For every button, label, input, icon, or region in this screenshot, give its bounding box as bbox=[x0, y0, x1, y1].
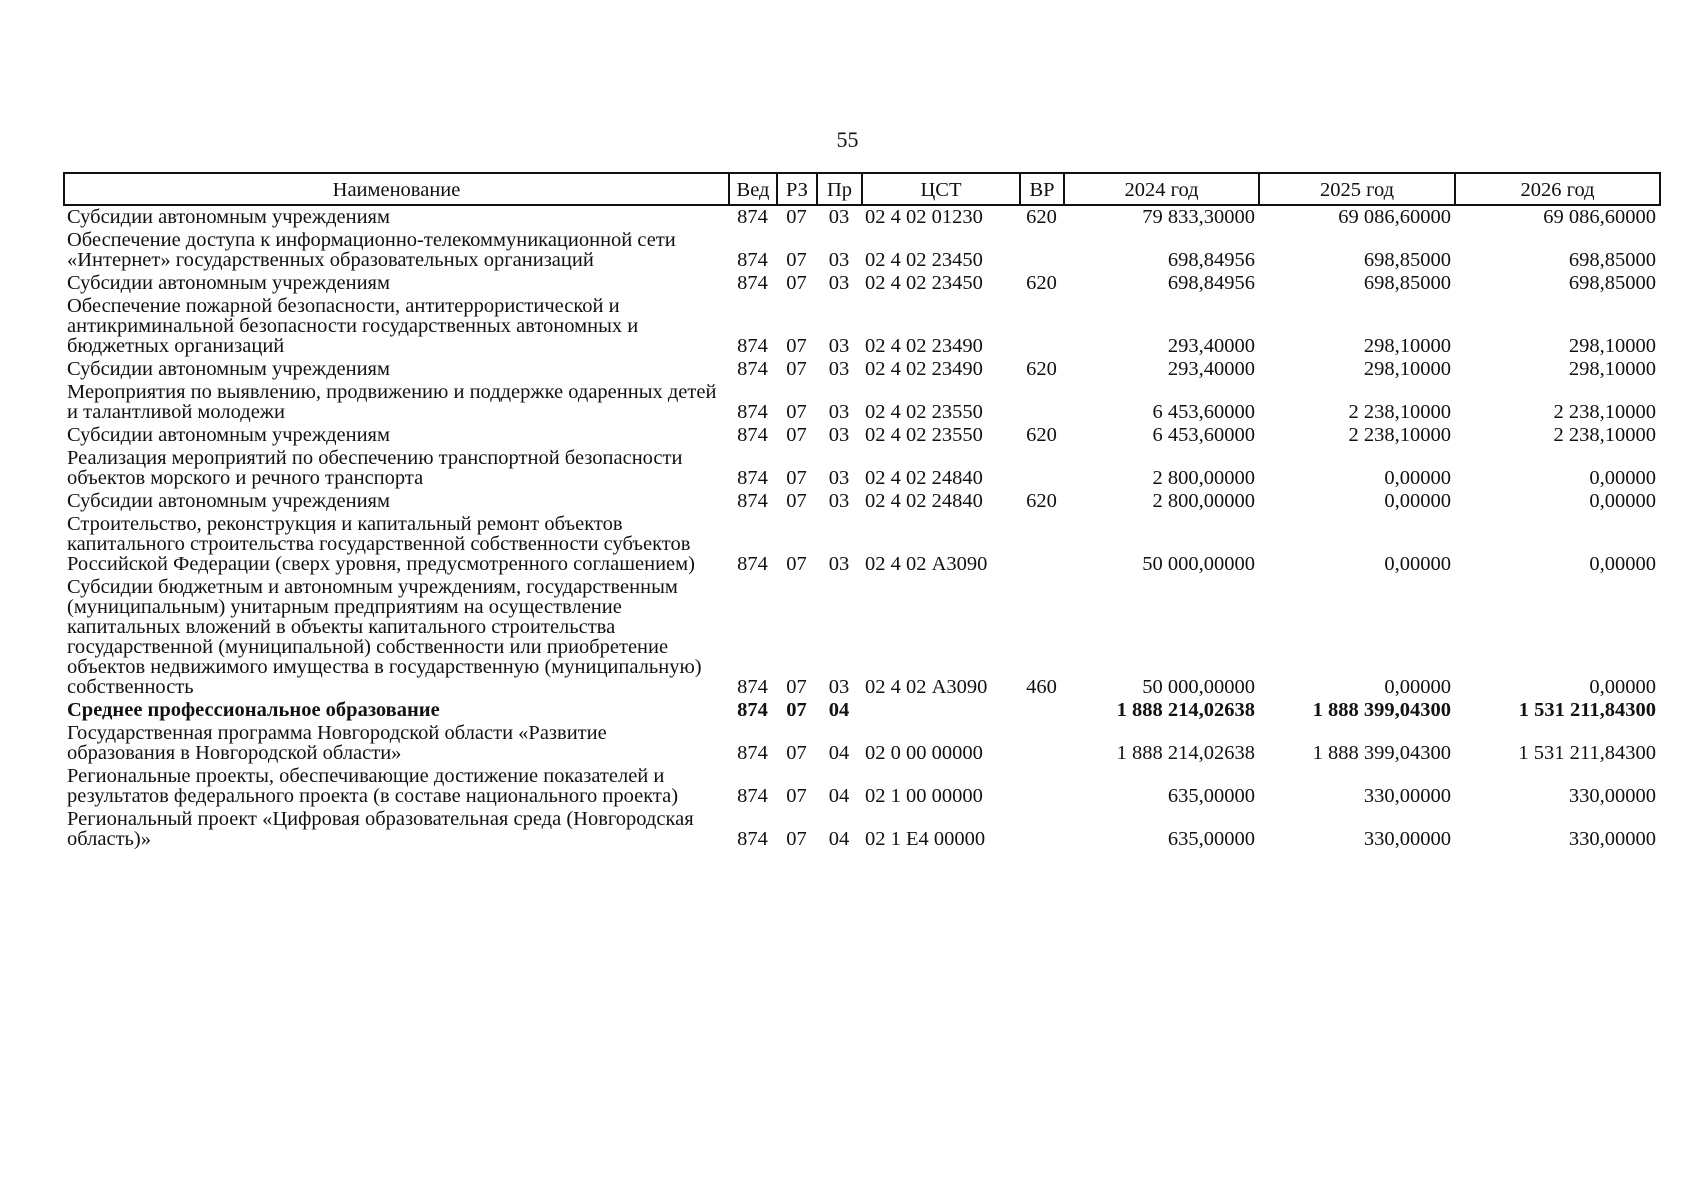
row-amount-2025: 2 238,10000 bbox=[1348, 401, 1451, 423]
col-header-cst: ЦСТ bbox=[862, 173, 1020, 205]
row-amount-2024: 2 800,00000 bbox=[1152, 490, 1255, 512]
row-pr: 04 bbox=[828, 785, 850, 807]
row-vr bbox=[1020, 295, 1064, 358]
row-amount-2026: 0,00000 bbox=[1589, 467, 1656, 489]
row-cst: 02 4 02 23450 bbox=[865, 272, 983, 294]
row-rz: 07 bbox=[786, 785, 807, 807]
row-amount-2026: 0,00000 bbox=[1589, 553, 1656, 575]
row-pr: 03 bbox=[828, 490, 850, 512]
row-name: Субсидии автономным учреждениям bbox=[67, 490, 390, 512]
row-rz: 07 bbox=[786, 828, 807, 850]
row-pr: 03 bbox=[828, 424, 850, 446]
row-rz: 07 bbox=[786, 553, 807, 575]
row-amount-2024: 635,00000 bbox=[1167, 785, 1255, 807]
row-amount-2024: 698,84956 bbox=[1167, 272, 1255, 294]
row-vr bbox=[1020, 808, 1064, 851]
row-cst: 02 4 02 01230 bbox=[865, 206, 983, 228]
row-amount-2025: 698,85000 bbox=[1363, 249, 1451, 271]
row-ved: 874 bbox=[737, 424, 768, 446]
row-amount-2025: 298,10000 bbox=[1363, 358, 1451, 380]
row-pr: 04 bbox=[828, 828, 850, 850]
row-ved: 874 bbox=[737, 335, 768, 357]
row-vr: 620 bbox=[1026, 490, 1057, 512]
row-ved: 874 bbox=[737, 699, 768, 721]
table-row bbox=[64, 576, 1660, 699]
col-header-rz: РЗ bbox=[777, 173, 817, 205]
col-header-pr: Пр bbox=[817, 173, 862, 205]
row-amount-2025: 330,00000 bbox=[1363, 828, 1451, 850]
row-amount-2025: 330,00000 bbox=[1363, 785, 1451, 807]
row-cst: 02 0 00 00000 bbox=[865, 742, 983, 764]
page-number: 55 bbox=[836, 127, 859, 152]
row-vr bbox=[1020, 699, 1064, 722]
row-amount-2026: 2 238,10000 bbox=[1553, 401, 1656, 423]
row-amount-2024: 2 800,00000 bbox=[1152, 467, 1255, 489]
table-row bbox=[64, 722, 1660, 765]
row-ved: 874 bbox=[737, 272, 768, 294]
row-amount-2024: 1 888 214,02638 bbox=[1116, 699, 1255, 721]
row-pr: 03 bbox=[828, 553, 850, 575]
row-pr: 03 bbox=[828, 206, 850, 228]
table-row bbox=[64, 765, 1660, 808]
row-pr: 03 bbox=[828, 249, 850, 271]
col-header-name: Наименование bbox=[64, 173, 729, 205]
row-cst: 02 4 02 23450 bbox=[865, 249, 983, 271]
row-cst: 02 1 00 00000 bbox=[865, 785, 983, 807]
row-name: Региональные проекты, обеспечивающие достижение показателей и результатов федерального проекта (в составе национального проекта) bbox=[67, 765, 679, 807]
row-amount-2026: 298,10000 bbox=[1568, 358, 1656, 380]
row-rz: 07 bbox=[786, 206, 807, 228]
row-ved: 874 bbox=[737, 676, 768, 698]
row-vr: 620 bbox=[1026, 358, 1057, 380]
row-rz: 07 bbox=[786, 335, 807, 357]
budget-table bbox=[63, 172, 1661, 851]
row-amount-2025: 1 888 399,04300 bbox=[1312, 742, 1451, 764]
row-vr bbox=[1020, 381, 1064, 424]
row-vr bbox=[1020, 722, 1064, 765]
row-cst: 02 4 02 23490 bbox=[865, 335, 983, 357]
row-rz: 07 bbox=[786, 490, 807, 512]
row-vr: 620 bbox=[1026, 206, 1057, 228]
row-name: Субсидии автономным учреждениям bbox=[67, 272, 390, 294]
row-name: Субсидии бюджетным и автономным учреждениям, государственным (муниципальным) унитарным предприятиям на осуществление капитальных вложений в объекты капитального строительства государственной (муниципальной) собственности или приобретение объектов недвижимого имущества в государственную (муниципальную) собственность bbox=[67, 576, 702, 698]
table-row bbox=[64, 381, 1660, 424]
table-row bbox=[64, 358, 1660, 381]
row-ved: 874 bbox=[737, 467, 768, 489]
row-pr: 03 bbox=[828, 467, 850, 489]
row-ved: 874 bbox=[737, 358, 768, 380]
row-amount-2026: 0,00000 bbox=[1589, 490, 1656, 512]
col-header-vr: ВР bbox=[1020, 173, 1064, 205]
row-rz: 07 bbox=[786, 467, 807, 489]
row-vr: 620 bbox=[1026, 424, 1057, 446]
row-name: Мероприятия по выявлению, продвижению и поддержке одаренных детей и талантливой молодежи bbox=[67, 381, 717, 423]
row-amount-2026: 330,00000 bbox=[1568, 785, 1656, 807]
row-amount-2024: 293,40000 bbox=[1167, 335, 1255, 357]
row-pr: 03 bbox=[828, 272, 850, 294]
row-amount-2026: 1 531 211,84300 bbox=[1518, 699, 1656, 721]
row-cst: 02 4 02 23550 bbox=[865, 401, 983, 423]
row-amount-2026: 698,85000 bbox=[1568, 249, 1656, 271]
row-rz: 07 bbox=[786, 401, 807, 423]
row-amount-2024: 698,84956 bbox=[1167, 249, 1255, 271]
table-body bbox=[64, 205, 1660, 851]
row-amount-2025: 0,00000 bbox=[1384, 553, 1451, 575]
col-header-2024: 2024 год bbox=[1064, 173, 1259, 205]
row-ved: 874 bbox=[737, 206, 768, 228]
row-rz: 07 bbox=[786, 742, 807, 764]
row-amount-2026: 330,00000 bbox=[1568, 828, 1656, 850]
row-name: Государственная программа Новгородской области «Развитие образования в Новгородской области» bbox=[67, 722, 607, 764]
row-amount-2025: 69 086,60000 bbox=[1338, 206, 1451, 228]
row-pr: 03 bbox=[828, 358, 850, 380]
row-amount-2025: 0,00000 bbox=[1384, 467, 1451, 489]
row-pr: 03 bbox=[828, 335, 850, 357]
row-ved: 874 bbox=[737, 553, 768, 575]
row-pr: 03 bbox=[828, 676, 850, 698]
row-name: Обеспечение пожарной безопасности, антитеррористической и антикриминальной безопасности государственных автономных и бюджетных организаций bbox=[67, 295, 639, 357]
table-row bbox=[64, 513, 1660, 576]
row-amount-2026: 0,00000 bbox=[1589, 676, 1656, 698]
row-rz: 07 bbox=[786, 699, 807, 721]
col-header-2025: 2025 год bbox=[1259, 173, 1455, 205]
row-vr bbox=[1020, 513, 1064, 576]
row-amount-2024: 293,40000 bbox=[1167, 358, 1255, 380]
row-pr: 04 bbox=[828, 742, 850, 764]
table-row bbox=[64, 447, 1660, 490]
row-pr: 03 bbox=[828, 401, 850, 423]
row-amount-2026: 69 086,60000 bbox=[1543, 206, 1656, 228]
table-row bbox=[64, 808, 1660, 851]
row-amount-2024: 6 453,60000 bbox=[1152, 424, 1255, 446]
row-name: Строительство, реконструкция и капитальный ремонт объектов капитального строительства государственной собственности субъектов Российской Федерации (сверх уровня, предусмотренного соглашением) bbox=[67, 513, 695, 575]
header-row bbox=[64, 173, 1660, 205]
row-amount-2024: 635,00000 bbox=[1167, 828, 1255, 850]
table-row bbox=[64, 424, 1660, 447]
row-rz: 07 bbox=[786, 272, 807, 294]
row-amount-2024: 50 000,00000 bbox=[1142, 676, 1255, 698]
row-ved: 874 bbox=[737, 490, 768, 512]
row-cst: 02 4 02 23490 bbox=[865, 358, 983, 380]
row-ved: 874 bbox=[737, 401, 768, 423]
row-name: Обеспечение доступа к информационно-телекоммуникационной сети «Интернет» государственных образовательных организаций bbox=[67, 229, 676, 271]
row-ved: 874 bbox=[737, 742, 768, 764]
row-ved: 874 bbox=[737, 249, 768, 271]
row-cst: 02 4 02 24840 bbox=[865, 490, 983, 512]
row-cst bbox=[862, 699, 1020, 722]
row-amount-2024: 6 453,60000 bbox=[1152, 401, 1255, 423]
row-amount-2025: 0,00000 bbox=[1384, 676, 1451, 698]
row-vr: 460 bbox=[1026, 676, 1057, 698]
row-rz: 07 bbox=[786, 358, 807, 380]
table-row bbox=[64, 699, 1660, 722]
row-name: Региональный проект «Цифровая образовательная среда (Новгородская область)» bbox=[67, 808, 694, 850]
table-row bbox=[64, 272, 1660, 295]
row-rz: 07 bbox=[786, 424, 807, 446]
row-ved: 874 bbox=[737, 785, 768, 807]
col-header-ved: Вед bbox=[729, 173, 777, 205]
row-amount-2024: 50 000,00000 bbox=[1142, 553, 1255, 575]
row-cst: 02 4 02 А3090 bbox=[865, 676, 988, 698]
row-amount-2024: 1 888 214,02638 bbox=[1116, 742, 1255, 764]
row-cst: 02 4 02 24840 bbox=[865, 467, 983, 489]
row-amount-2025: 698,85000 bbox=[1363, 272, 1451, 294]
row-vr bbox=[1020, 447, 1064, 490]
row-name: Субсидии автономным учреждениям bbox=[67, 424, 390, 446]
table-row bbox=[64, 229, 1660, 272]
row-name: Среднее профессиональное образование bbox=[67, 699, 440, 721]
row-amount-2025: 298,10000 bbox=[1363, 335, 1451, 357]
row-cst: 02 1 Е4 00000 bbox=[865, 828, 986, 850]
row-cst: 02 4 02 23550 bbox=[865, 424, 983, 446]
row-amount-2024: 79 833,30000 bbox=[1142, 206, 1255, 228]
table-row bbox=[64, 490, 1660, 513]
row-cst: 02 4 02 А3090 bbox=[865, 553, 988, 575]
row-amount-2026: 1 531 211,84300 bbox=[1518, 742, 1656, 764]
row-ved: 874 bbox=[737, 828, 768, 850]
row-amount-2026: 298,10000 bbox=[1568, 335, 1656, 357]
row-pr: 04 bbox=[828, 699, 850, 721]
row-amount-2025: 2 238,10000 bbox=[1348, 424, 1451, 446]
row-vr: 620 bbox=[1026, 272, 1057, 294]
row-amount-2026: 2 238,10000 bbox=[1553, 424, 1656, 446]
row-amount-2025: 0,00000 bbox=[1384, 490, 1451, 512]
row-rz: 07 bbox=[786, 676, 807, 698]
table-row bbox=[64, 295, 1660, 358]
col-header-2026: 2026 год bbox=[1455, 173, 1660, 205]
table-row bbox=[64, 205, 1660, 229]
row-name: Субсидии автономным учреждениям bbox=[67, 206, 390, 228]
row-vr bbox=[1020, 765, 1064, 808]
row-vr bbox=[1020, 229, 1064, 272]
row-name: Реализация мероприятий по обеспечению транспортной безопасности объектов морского и речного транспорта bbox=[67, 447, 683, 489]
row-amount-2025: 1 888 399,04300 bbox=[1312, 699, 1451, 721]
row-name: Субсидии автономным учреждениям bbox=[67, 358, 390, 380]
row-rz: 07 bbox=[786, 249, 807, 271]
row-amount-2026: 698,85000 bbox=[1568, 272, 1656, 294]
